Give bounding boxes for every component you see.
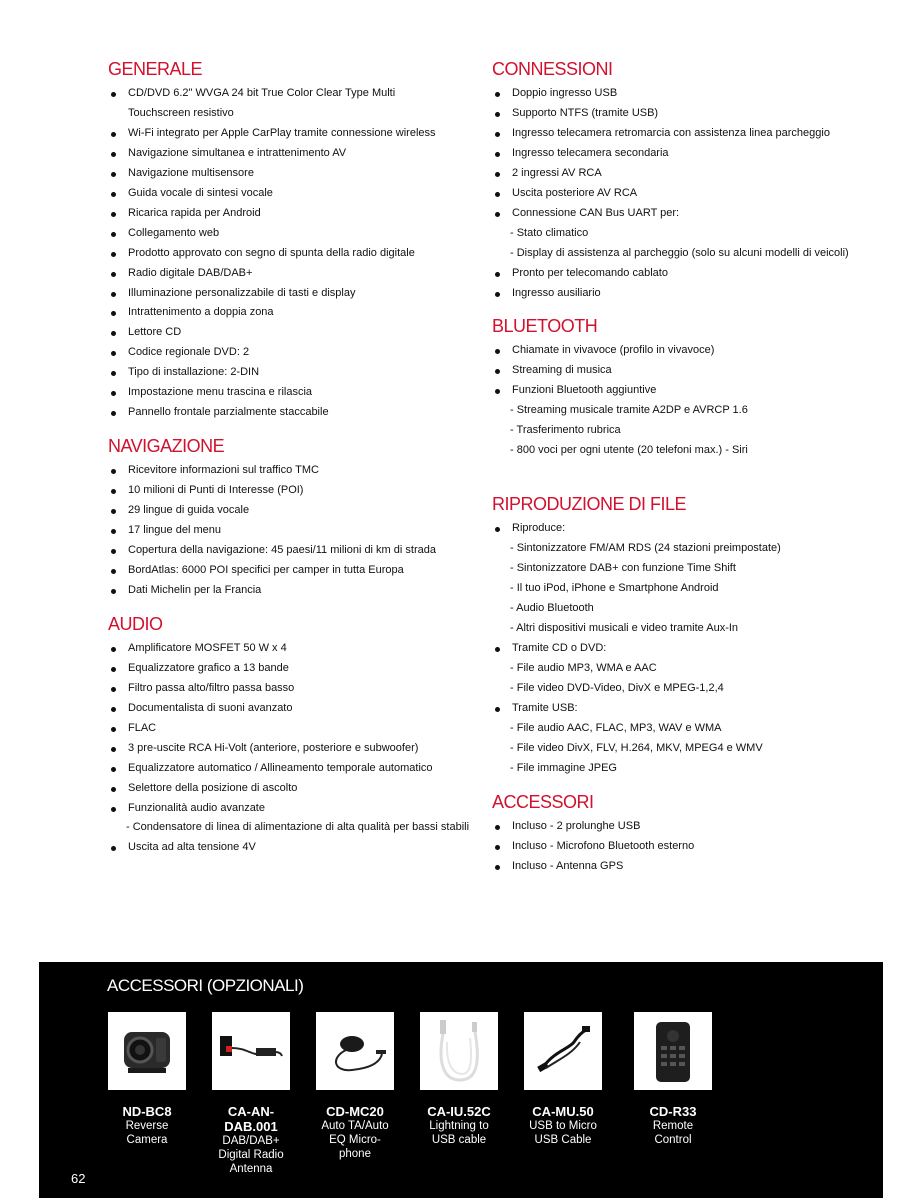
- list-item: Touchscreen resistivo: [128, 106, 234, 119]
- right-column: [492, 58, 887, 876]
- accessory-code: CD-MC20: [326, 1104, 384, 1119]
- list-item: BordAtlas: 6000 POI specifici per camper in tutta Europa: [108, 561, 480, 581]
- list-item: Documentalista di suoni avanzato: [108, 699, 480, 719]
- accessory-ca-iu52c: [419, 1012, 499, 1147]
- accessory-code: ND-BC8: [122, 1104, 172, 1119]
- list-item: Wi-Fi integrato per Apple CarPlay tramite connessione wireless: [108, 124, 480, 144]
- navigazione-list: [108, 461, 480, 601]
- list-item: 3 pre-uscite RCA Hi-Volt (anteriore, posteriore e subwoofer): [108, 739, 480, 759]
- list-item: Navigazione multisensore: [108, 164, 480, 184]
- accessory-desc: Remote Control: [652, 1120, 694, 1146]
- list-item: Connessione CAN Bus UART per:: [492, 204, 887, 224]
- list-item: - File video DVD-Video, DivX e MPEG-1,2,4: [510, 681, 724, 694]
- section-title-riproduzione: RIPRODUZIONE DI FILE: [492, 494, 687, 515]
- riproduzione-list: [492, 519, 887, 778]
- list-item: Riproduce:: [492, 519, 887, 539]
- accessory-ca-mu50: [523, 1012, 603, 1147]
- list-item: Amplificatore MOSFET 50 W x 4: [108, 639, 480, 659]
- list-item: CD/DVD 6.2" WVGA 24 bit True Color Clear Type Multi: [108, 84, 480, 104]
- list-item: - File audio AAC, FLAC, MP3, WAV e WMA: [510, 721, 722, 734]
- dab-antenna-image: [212, 1012, 290, 1090]
- list-item: Collegamento web: [108, 224, 480, 244]
- accessory-code: CA-IU.52C: [427, 1104, 491, 1119]
- accessory-code: CA-AN- DAB.001: [224, 1104, 278, 1134]
- audio-list: [108, 639, 480, 858]
- list-item: Equalizzatore grafico a 13 bande: [108, 659, 480, 679]
- list-item: Funzioni Bluetooth aggiuntive: [492, 381, 887, 401]
- list-item: Intrattenimento a doppia zona: [108, 303, 480, 323]
- list-item: Tramite USB:: [492, 699, 887, 719]
- list-item: - Condensatore di linea di alimentazione di alta qualità per bassi stabili: [126, 821, 470, 834]
- accessory-desc: USB to Micro USB Cable: [529, 1120, 597, 1146]
- accessory-desc: DAB/DAB+ Digital Radio Antenna: [218, 1135, 284, 1175]
- reverse-camera-image: [108, 1012, 186, 1090]
- bluetooth-list: [492, 341, 887, 461]
- accessori-list: [492, 817, 887, 877]
- section-title-navigazione: NAVIGAZIONE: [108, 436, 225, 457]
- connessioni-list: [492, 84, 887, 303]
- list-item: Illuminazione personalizzabile di tasti e display: [108, 284, 480, 304]
- list-item: Impostazione menu trascina e rilascia: [108, 383, 480, 403]
- list-item: - Streaming musicale tramite A2DP e AVRCP 1.6: [510, 404, 748, 417]
- accessory-code: CA-MU.50: [532, 1104, 594, 1119]
- list-item: - Stato climatico: [510, 226, 589, 239]
- accessory-desc: Lightning to USB cable: [429, 1120, 489, 1146]
- list-item: - Altri dispositivi musicali e video tramite Aux-In: [510, 621, 739, 634]
- list-item: - 800 voci per ogni utente (20 telefoni max.) - Siri: [510, 444, 748, 457]
- section-title-audio: AUDIO: [108, 613, 163, 634]
- accessory-nd-bc8: [107, 1012, 187, 1147]
- generale-list: [108, 84, 480, 423]
- left-column: [108, 58, 480, 858]
- accessory-ca-an-dab: [211, 1012, 291, 1176]
- lightning-cable-image: [420, 1012, 498, 1090]
- micro-usb-cable-image: [524, 1012, 602, 1090]
- list-item: Ingresso ausiliario: [492, 284, 887, 304]
- optional-accessories-title: ACCESSORI (OPZIONALI): [107, 976, 304, 995]
- list-item: Selettore della posizione di ascolto: [108, 779, 480, 799]
- list-item: Tipo di installazione: 2-DIN: [108, 363, 480, 383]
- list-item: Codice regionale DVD: 2: [108, 343, 480, 363]
- section-connessioni: [492, 58, 887, 303]
- remote-control-image: [634, 1012, 712, 1090]
- page-number: 62: [71, 1171, 86, 1186]
- list-item: Lettore CD: [108, 323, 480, 343]
- list-item: Ricevitore informazioni sul traffico TMC: [108, 461, 480, 481]
- list-item: 17 lingue del menu: [108, 521, 480, 541]
- list-item: Incluso - 2 prolunghe USB: [492, 817, 887, 837]
- section-audio: [108, 613, 480, 858]
- accessory-code: CD-R33: [649, 1104, 697, 1119]
- list-item: - Trasferimento rubrica: [510, 424, 621, 437]
- list-item: Uscita posteriore AV RCA: [492, 184, 887, 204]
- list-item: Uscita ad alta tensione 4V: [108, 838, 480, 858]
- optional-accessories-band: [39, 962, 883, 1198]
- list-item: - Display di assistenza al parcheggio (solo su alcuni modelli di veicoli): [510, 246, 849, 259]
- list-item: Streaming di musica: [492, 361, 887, 381]
- list-item: Dati Michelin per la Francia: [108, 581, 480, 601]
- accessory-cd-r33: [633, 1012, 713, 1147]
- list-item: 2 ingressi AV RCA: [492, 164, 887, 184]
- list-item: Supporto NTFS (tramite USB): [492, 104, 887, 124]
- list-item: - File immagine JPEG: [510, 761, 617, 774]
- list-item: - Il tuo iPod, iPhone e Smartphone Android: [510, 582, 719, 595]
- section-riproduzione: [492, 493, 887, 778]
- list-item: - Audio Bluetooth: [510, 602, 594, 615]
- list-item: Navigazione simultanea e intrattenimento AV: [108, 144, 480, 164]
- list-item: 29 lingue di guida vocale: [108, 501, 480, 521]
- section-title-generale: GENERALE: [108, 59, 203, 79]
- section-title-connessioni: CONNESSIONI: [492, 59, 613, 79]
- accessory-desc: Auto TA/Auto EQ Micro- phone: [321, 1120, 389, 1160]
- list-item: Ingresso telecamera secondaria: [492, 144, 887, 164]
- list-item: Prodotto approvato con segno di spunta della radio digitale: [108, 244, 480, 264]
- section-navigazione: [108, 435, 480, 601]
- accessory-cd-mc20: [315, 1012, 395, 1161]
- section-bluetooth: [492, 315, 887, 461]
- list-item: Tramite CD o DVD:: [492, 639, 887, 659]
- list-item: - File video DivX, FLV, H.264, MKV, MPEG4 e WMV: [510, 741, 763, 754]
- list-item: 10 milioni di Punti di Interesse (POI): [108, 481, 480, 501]
- section-generale: [108, 58, 480, 423]
- list-item: Equalizzatore automatico / Allineamento temporale automatico: [108, 759, 480, 779]
- list-item: Incluso - Microfono Bluetooth esterno: [492, 837, 887, 857]
- microphone-image: [316, 1012, 394, 1090]
- list-item: Guida vocale di sintesi vocale: [108, 184, 480, 204]
- list-item: Chiamate in vivavoce (profilo in vivavoce): [492, 341, 887, 361]
- section-title-accessori: ACCESSORI: [492, 791, 594, 812]
- list-item: Filtro passa alto/filtro passa basso: [108, 679, 480, 699]
- list-item: Pannello frontale parzialmente staccabile: [108, 403, 480, 423]
- section-title-bluetooth: BLUETOOTH: [492, 316, 598, 337]
- list-item: - File audio MP3, WMA e AAC: [510, 661, 657, 674]
- list-item: FLAC: [108, 719, 480, 739]
- list-item: Pronto per telecomando cablato: [492, 264, 887, 284]
- list-item: Funzionalità audio avanzate: [108, 799, 480, 819]
- list-item: Incluso - Antenna GPS: [492, 857, 887, 877]
- list-item: Radio digitale DAB/DAB+: [108, 264, 480, 284]
- list-item: Doppio ingresso USB: [492, 84, 887, 104]
- list-item: Ingresso telecamera retromarcia con assistenza linea parcheggio: [492, 124, 887, 144]
- list-item: - Sintonizzatore FM/AM RDS (24 stazioni preimpostate): [510, 542, 781, 555]
- list-item: - Sintonizzatore DAB+ con funzione Time Shift: [510, 562, 736, 575]
- list-item: Ricarica rapida per Android: [108, 204, 480, 224]
- section-accessori: [492, 791, 887, 877]
- accessory-desc: Reverse Camera: [125, 1120, 169, 1146]
- list-item: Copertura della navigazione: 45 paesi/11 milioni di km di strada: [108, 541, 480, 561]
